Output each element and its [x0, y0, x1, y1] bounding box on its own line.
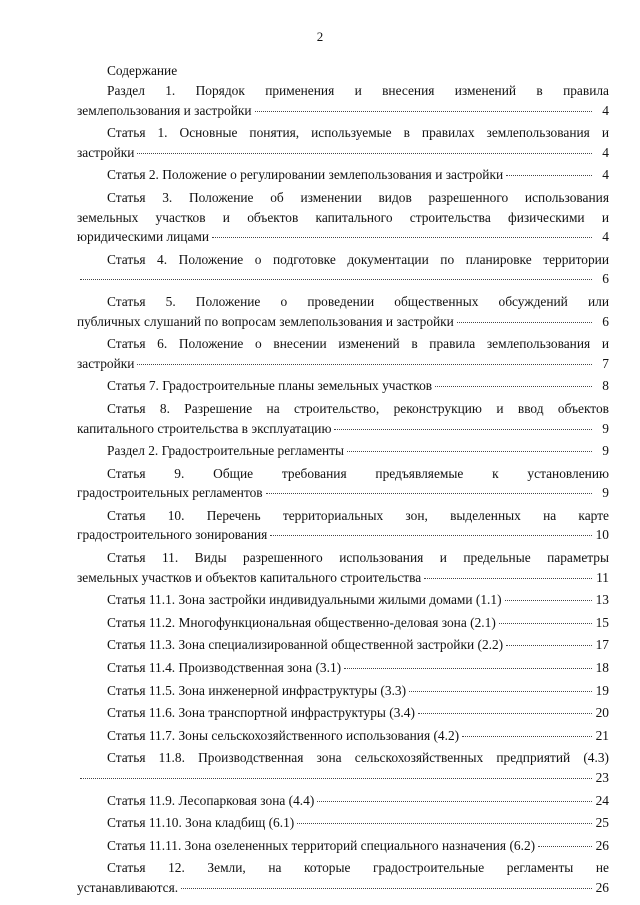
toc-entry[interactable]: [77, 188, 609, 247]
toc-entry-text: земельных участков и объектов капитального строительства: [77, 569, 422, 585]
toc-entry-text: юридическими лицами: [77, 229, 210, 245]
dot-leader: [418, 713, 592, 714]
dot-leader: [80, 279, 592, 280]
toc-entry[interactable]: [77, 464, 609, 503]
dot-leader: [334, 429, 592, 430]
toc-entry-text: землепользования и застройки: [77, 102, 252, 118]
toc-title: Содержание: [107, 63, 178, 78]
dot-leader: [317, 801, 592, 802]
dot-leader: [297, 823, 592, 824]
toc-page-number: 18: [595, 660, 609, 676]
dot-leader: [506, 645, 592, 646]
dot-leader: [80, 778, 592, 779]
dot-leader: [538, 846, 592, 847]
toc-entry-text: градостроительных регламентов: [77, 485, 263, 501]
toc-entry[interactable]: [77, 165, 609, 185]
toc-entry[interactable]: [77, 836, 609, 856]
toc-entry-text: застройки: [77, 144, 135, 160]
toc-entry[interactable]: [77, 334, 609, 373]
toc-entry-text: Статья 8. Разрешение на строительство, реконструкцию и ввод объектов: [107, 400, 609, 416]
toc-page-number: 4: [602, 229, 609, 245]
toc-entry-text: застройки: [77, 355, 135, 371]
dot-leader: [499, 623, 592, 624]
toc-entry[interactable]: [77, 590, 609, 610]
toc-entry-text: Статья 11.7. Зоны сельскохозяйственного использования (4.2): [107, 727, 460, 743]
toc-entry[interactable]: [77, 250, 609, 289]
toc-entry[interactable]: [77, 506, 609, 545]
dot-leader: [457, 322, 592, 323]
toc-page-number: 7: [602, 355, 609, 371]
toc-page-number: 9: [602, 485, 609, 501]
toc-page-number: 4: [602, 167, 609, 183]
toc-entry[interactable]: [77, 376, 609, 396]
toc-page-number: 23: [595, 770, 609, 785]
toc-entry-text: Статья 11.8. Производственная зона сельскохозяйственных предприятий (4.3): [107, 750, 609, 766]
toc-entry-text: градостроительного зонирования: [77, 527, 268, 543]
toc-page-number: 9: [602, 443, 609, 459]
toc-page-number: 13: [595, 592, 609, 608]
toc-entry-text: Статья 11.3. Зона специализированной общественной застройки (2.2): [107, 637, 504, 653]
toc-entry-text: Статья 11.11. Зона озелененных территорий специального назначения (6.2): [107, 837, 536, 853]
toc-entry-text: Статья 11.2. Многофункциональная общественно-деловая зона (2.1): [107, 614, 496, 630]
dot-leader: [409, 691, 592, 692]
toc-entry[interactable]: [77, 548, 609, 587]
table-of-contents: [77, 61, 609, 901]
toc-entry[interactable]: [77, 399, 609, 438]
toc-page-number: 6: [602, 313, 609, 329]
dot-leader: [270, 535, 592, 536]
toc-page-number: 17: [595, 637, 609, 653]
toc-entry-text: Статья 3. Положение об изменении видов разрешенного использования: [107, 189, 609, 205]
toc-entry-text: Статья 4. Положение о подготовке документации по планировке территории: [107, 251, 609, 267]
toc-page-number: 6: [602, 271, 609, 287]
toc-entry-text: Статья 2. Положение о регулировании землепользования и застройки: [107, 167, 504, 183]
toc-page-number: 24: [595, 792, 609, 808]
toc-page-number: 10: [595, 527, 609, 543]
toc-entry[interactable]: [77, 791, 609, 811]
toc-page-number: 26: [595, 837, 609, 853]
dot-leader: [506, 175, 592, 176]
dot-leader: [505, 600, 592, 601]
page-number: 2: [316, 29, 324, 44]
dot-leader: [462, 736, 592, 737]
toc-entry-text: земельных участков и объектов капитального строительства физическими и: [77, 209, 609, 225]
toc-entry-text: Статья 11.10. Зона кладбищ (6.1): [107, 815, 295, 831]
dot-leader: [255, 111, 592, 112]
toc-page-number: 15: [595, 614, 609, 630]
toc-page-number: 8: [602, 378, 609, 394]
dot-leader: [266, 493, 592, 494]
toc-entry-text: устанавливаются.: [77, 879, 179, 895]
toc-page-number: 4: [602, 102, 609, 118]
dot-leader: [212, 237, 592, 238]
toc-entry[interactable]: [77, 748, 609, 787]
dot-leader: [347, 451, 592, 452]
dot-leader: [137, 153, 592, 154]
toc-entry-text: Раздел 1. Порядок применения и внесения изменений в правила: [107, 83, 609, 98]
toc-entry[interactable]: [77, 81, 609, 120]
toc-page-number: 25: [595, 815, 609, 831]
toc-entry-text: Статья 10. Перечень территориальных зон, выделенных на карте: [107, 507, 609, 523]
toc-entry-text: Статья 11.9. Лесопарковая зона (4.4): [107, 792, 315, 808]
toc-entry-text: Статья 9. Общие требования предъявляемые к установлению: [107, 465, 609, 481]
toc-entry-text: Статья 5. Положение о проведении общественных обсуждений или: [107, 293, 609, 309]
toc-entry[interactable]: [77, 681, 609, 701]
toc-page-number: 19: [595, 682, 609, 698]
toc-entries: [77, 81, 609, 898]
toc-entry[interactable]: [77, 123, 609, 162]
toc-entry[interactable]: [77, 813, 609, 833]
toc-entry[interactable]: [77, 658, 609, 678]
toc-entry-text: Статья 11.1. Зона застройки индивидуальными жилыми домами (1.1): [107, 592, 502, 608]
toc-page-number: 9: [602, 420, 609, 436]
toc-entry-text: публичных слушаний по вопросам землепользования и застройки: [77, 313, 454, 329]
toc-entry[interactable]: [77, 703, 609, 723]
toc-entry[interactable]: [77, 726, 609, 746]
dot-leader: [137, 364, 592, 365]
toc-entry-text: Статья 12. Земли, на которые градостроительные регламенты не: [107, 860, 609, 876]
toc-entry-text: Статья 11.5. Зона инженерной инфраструктуры (3.3): [107, 682, 407, 698]
toc-entry-text: Раздел 2. Градостроительные регламенты: [107, 443, 345, 459]
toc-entry-text: Статья 11.4. Производственная зона (3.1): [107, 660, 342, 676]
toc-page-number: 26: [595, 879, 609, 895]
toc-entry[interactable]: [77, 635, 609, 655]
toc-entry-text: Статья 7. Градостроительные планы земельных участков: [107, 378, 433, 394]
toc-entry[interactable]: [77, 613, 609, 633]
toc-entry-text: Статья 6. Положение о внесении изменений в правила землепользования и: [107, 336, 609, 352]
toc-page-number: 4: [602, 144, 609, 160]
toc-entry[interactable]: [77, 292, 609, 331]
toc-page-number: 21: [595, 727, 609, 743]
toc-entry-text: капитального строительства в эксплуатацию: [77, 420, 332, 436]
dot-leader: [435, 386, 592, 387]
toc-entry[interactable]: [77, 441, 609, 461]
dot-leader: [344, 668, 592, 669]
toc-entry-text: Статья 11. Виды разрешенного использования и предельные параметры: [107, 550, 609, 566]
toc-entry-text: Статья 11.6. Зона транспортной инфраструктуры (3.4): [107, 705, 415, 721]
dot-leader: [424, 578, 592, 579]
toc-page-number: 20: [595, 705, 609, 721]
toc-entry[interactable]: [77, 858, 609, 897]
toc-page-number: 11: [596, 569, 609, 585]
toc-entry-text: Статья 1. Основные понятия, используемые в правилах землепользования и: [107, 125, 609, 141]
dot-leader: [181, 888, 592, 889]
